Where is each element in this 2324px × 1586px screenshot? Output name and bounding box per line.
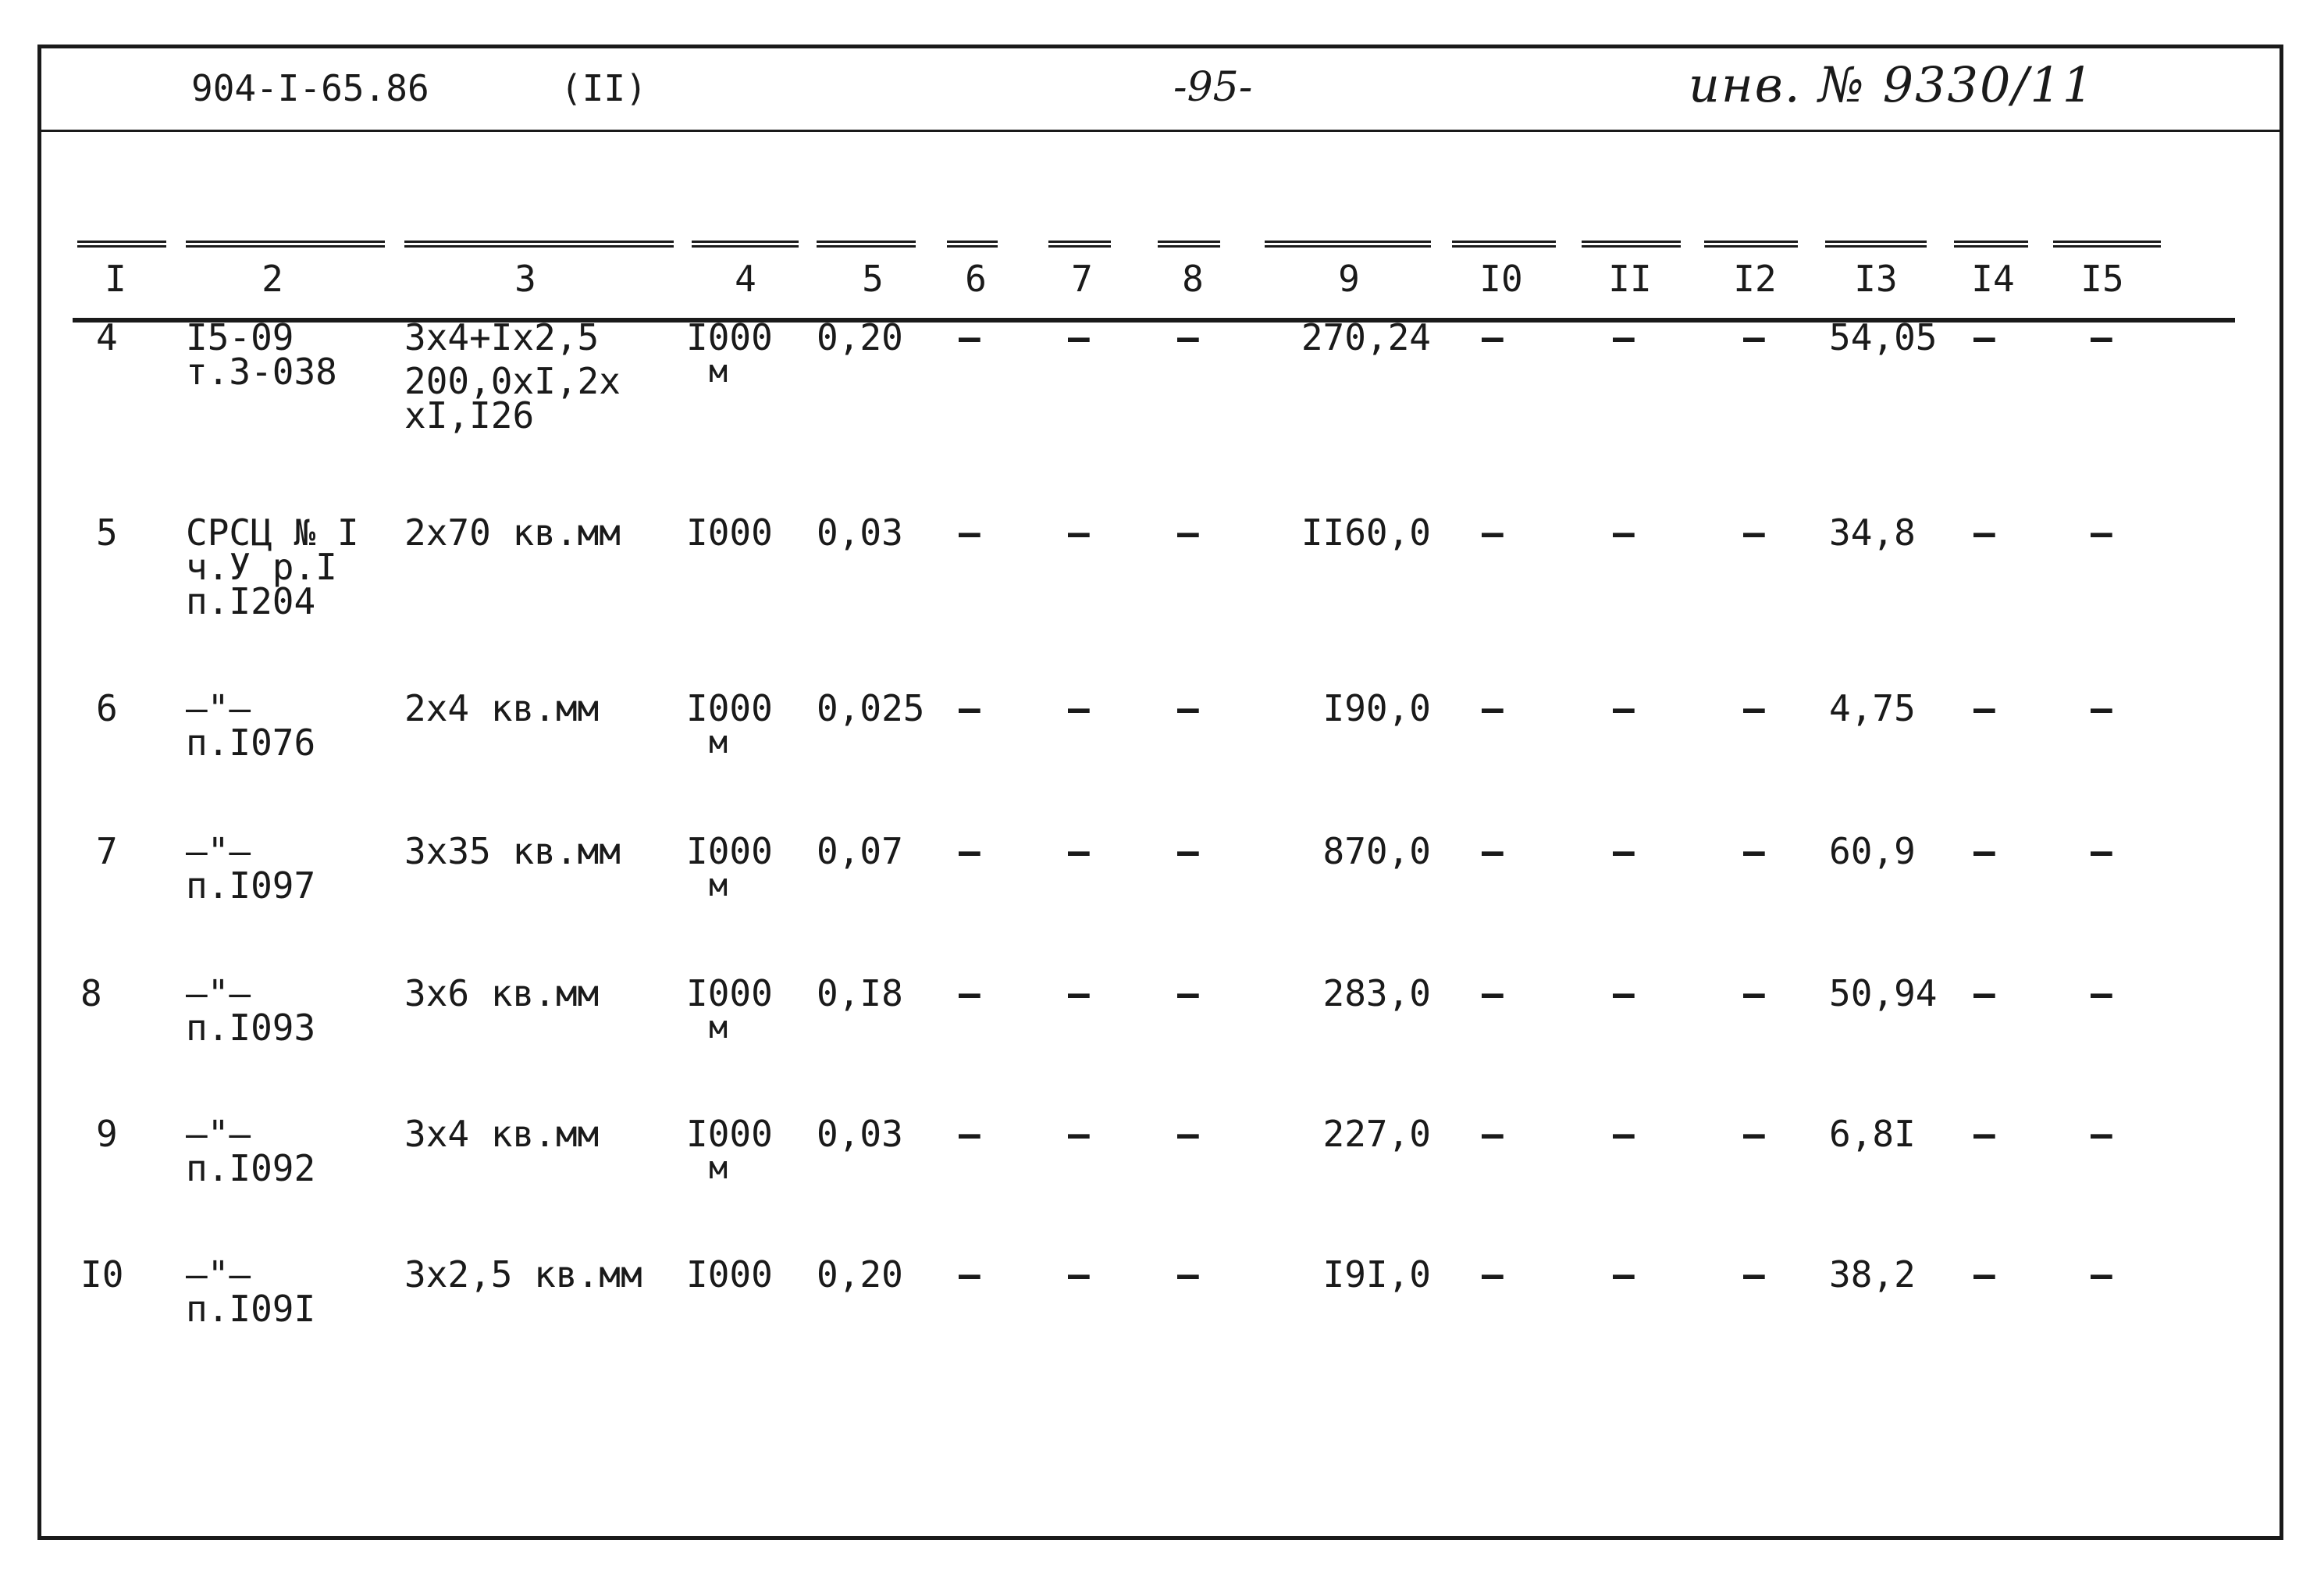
table-cell-c12: – <box>1743 687 1765 729</box>
table-cell-c13: 6,8I <box>1829 1113 1916 1155</box>
table-cell-c7: – <box>1068 972 1090 1014</box>
table-cell-c6: – <box>959 972 980 1014</box>
column-number: I4 <box>1971 258 2015 300</box>
table-cell-c7: – <box>1068 316 1090 358</box>
page-number: -95- <box>1173 64 1253 111</box>
table-cell-c13: 54,05 <box>1829 316 1938 358</box>
table-cell-c2a: –"– <box>186 687 251 729</box>
table-cell-c7: – <box>1068 830 1090 872</box>
table-cell-c15: – <box>2091 972 2112 1014</box>
table-cell-c4b: м <box>709 1150 728 1186</box>
table-cell-c10: – <box>1482 1253 1504 1296</box>
table-cell-c9: 283,0 <box>1322 972 1431 1014</box>
table-cell-c11: – <box>1613 1113 1635 1155</box>
table-cell-c15: – <box>2091 511 2112 554</box>
table-cell-c4a: I000 <box>686 1253 773 1296</box>
table-cell-c1: 4 <box>96 316 118 358</box>
header-double-rule <box>1582 241 1681 248</box>
table-cell-c12: – <box>1743 1253 1765 1296</box>
table-cell-c6: – <box>959 1113 980 1155</box>
table-cell-c9: II60,0 <box>1301 511 1431 554</box>
header-double-rule <box>1158 241 1220 248</box>
table-cell-c4b: м <box>709 868 728 903</box>
table-cell-c13: 38,2 <box>1829 1253 1916 1296</box>
table-cell-c10: – <box>1482 830 1504 872</box>
header-double-rule <box>186 241 385 248</box>
table-cell-c5: 0,025 <box>817 687 925 729</box>
table-cell-c5: 0,03 <box>817 1113 903 1155</box>
table-cell-c4a: I000 <box>686 511 773 554</box>
table-cell-c5: 0,20 <box>817 316 903 358</box>
table-cell-c3a: 2x70 кв.мм <box>404 511 621 554</box>
table-cell-c14: – <box>1973 830 1995 872</box>
header-double-rule <box>77 241 166 248</box>
table-cell-c13: 50,94 <box>1829 972 1938 1014</box>
table-cell-c7: – <box>1068 1253 1090 1296</box>
table-cell-c1: 9 <box>96 1113 118 1155</box>
table-cell-c6: – <box>959 830 980 872</box>
table-cell-c2b: п.I076 <box>186 722 316 764</box>
table-cell-c3a: 3x2,5 кв.мм <box>404 1253 642 1296</box>
table-cell-c15: – <box>2091 1253 2112 1296</box>
table-cell-c10: – <box>1482 316 1504 358</box>
column-number: I5 <box>2080 258 2124 300</box>
table-cell-c11: – <box>1613 1253 1635 1296</box>
table-cell-c8: – <box>1177 687 1199 729</box>
header-double-rule <box>817 241 916 248</box>
table-cell-c4a: I000 <box>686 1113 773 1155</box>
table-cell-c5: 0,20 <box>817 1253 903 1296</box>
table-cell-c1: 5 <box>96 511 118 554</box>
column-number: 2 <box>262 258 283 300</box>
column-number: I2 <box>1733 258 1777 300</box>
table-cell-c12: – <box>1743 830 1765 872</box>
table-cell-c4a: I000 <box>686 972 773 1014</box>
table-cell-c4a: I000 <box>686 830 773 872</box>
table-cell-c11: – <box>1613 511 1635 554</box>
header-double-rule <box>1265 241 1431 248</box>
column-number: I0 <box>1479 258 1523 300</box>
header-double-rule <box>1954 241 2028 248</box>
column-number: 6 <box>965 258 987 300</box>
table-cell-c12: – <box>1743 316 1765 358</box>
column-number: I3 <box>1854 258 1898 300</box>
column-number: 4 <box>735 258 756 300</box>
header-divider <box>41 130 2280 132</box>
table-cell-c9: 270,24 <box>1301 316 1431 358</box>
table-cell-c5: 0,03 <box>817 511 903 554</box>
header-double-rule <box>1452 241 1556 248</box>
table-cell-c11: – <box>1613 830 1635 872</box>
document-code: 904-I-65.86 <box>191 67 429 109</box>
column-number: 8 <box>1182 258 1204 300</box>
table-cell-c1: 6 <box>96 687 118 729</box>
column-number: 5 <box>862 258 884 300</box>
table-cell-c10: – <box>1482 972 1504 1014</box>
table-cell-c4b: м <box>709 725 728 761</box>
table-cell-c8: – <box>1177 316 1199 358</box>
table-cell-c15: – <box>2091 830 2112 872</box>
table-cell-c6: – <box>959 316 980 358</box>
table-cell-c14: – <box>1973 972 1995 1014</box>
table-cell-c15: – <box>2091 687 2112 729</box>
table-cell-c2b: т.3-038 <box>186 351 337 393</box>
inventory-number: инв. № 9330/11 <box>1689 56 2095 113</box>
table-cell-c9: 227,0 <box>1322 1113 1431 1155</box>
column-number: I <box>105 258 126 300</box>
table-cell-c3a: 2x4 кв.мм <box>404 687 600 729</box>
table-cell-c14: – <box>1973 1113 1995 1155</box>
table-cell-c1: 8 <box>80 972 102 1014</box>
table-cell-c2a: –"– <box>186 830 251 872</box>
table-cell-c15: – <box>2091 316 2112 358</box>
table-cell-c3a: 3x4 кв.мм <box>404 1113 600 1155</box>
table-cell-c3a: 3x6 кв.мм <box>404 972 600 1014</box>
table-cell-c2b: п.I092 <box>186 1147 316 1189</box>
table-cell-c8: – <box>1177 830 1199 872</box>
document-frame <box>37 45 2283 1540</box>
table-cell-c4a: I000 <box>686 316 773 358</box>
header-double-rule <box>692 241 799 248</box>
table-cell-c14: – <box>1973 1253 1995 1296</box>
table-cell-c13: 34,8 <box>1829 511 1916 554</box>
table-cell-c10: – <box>1482 1113 1504 1155</box>
column-number: II <box>1608 258 1652 300</box>
table-cell-c2b: п.I09I <box>186 1288 316 1330</box>
table-cell-c2c: п.I204 <box>186 580 316 622</box>
table-cell-c3a: 3x4+Ix2,5 <box>404 316 600 358</box>
table-cell-c15: – <box>2091 1113 2112 1155</box>
table-cell-c1: 7 <box>96 830 118 872</box>
table-cell-c2a: СРСЦ № I <box>186 511 359 554</box>
table-cell-c7: – <box>1068 687 1090 729</box>
column-number: 7 <box>1071 258 1093 300</box>
header-double-rule <box>1704 241 1798 248</box>
table-cell-c5: 0,07 <box>817 830 903 872</box>
table-cell-c9: I9I,0 <box>1322 1253 1431 1296</box>
table-cell-c13: 60,9 <box>1829 830 1916 872</box>
table-cell-c11: – <box>1613 972 1635 1014</box>
table-cell-c2a: I5-09 <box>186 316 294 358</box>
table-cell-c11: – <box>1613 316 1635 358</box>
table-cell-c10: – <box>1482 687 1504 729</box>
header-double-rule <box>404 241 674 248</box>
table-cell-c8: – <box>1177 1253 1199 1296</box>
table-cell-c3b: 200,0xI,2x <box>404 360 621 402</box>
table-cell-c9: 870,0 <box>1322 830 1431 872</box>
table-cell-c8: – <box>1177 511 1199 554</box>
header-double-rule <box>1825 241 1927 248</box>
header-double-rule <box>947 241 998 248</box>
table-cell-c13: 4,75 <box>1829 687 1916 729</box>
table-cell-c7: – <box>1068 511 1090 554</box>
table-cell-c3a: 3x35 кв.мм <box>404 830 621 872</box>
table-cell-c4b: м <box>709 354 728 390</box>
table-cell-c14: – <box>1973 687 1995 729</box>
table-cell-c9: I90,0 <box>1322 687 1431 729</box>
table-cell-c6: – <box>959 511 980 554</box>
table-cell-c2a: –"– <box>186 1253 251 1296</box>
table-cell-c8: – <box>1177 972 1199 1014</box>
table-cell-c6: – <box>959 1253 980 1296</box>
table-cell-c4b: м <box>709 1010 728 1046</box>
table-cell-c2b: п.I097 <box>186 864 316 907</box>
table-cell-c12: – <box>1743 511 1765 554</box>
table-cell-c2b: ч.У р.I <box>186 546 337 588</box>
header-double-rule <box>1048 241 1111 248</box>
table-cell-c7: – <box>1068 1113 1090 1155</box>
table-cell-c11: – <box>1613 687 1635 729</box>
table-cell-c14: – <box>1973 316 1995 358</box>
table-cell-c4a: I000 <box>686 687 773 729</box>
column-number: 3 <box>514 258 536 300</box>
table-cell-c12: – <box>1743 972 1765 1014</box>
table-cell-c6: – <box>959 687 980 729</box>
table-cell-c3c: xI,I26 <box>404 394 535 437</box>
sheet-number: (II) <box>561 67 647 109</box>
table-cell-c14: – <box>1973 511 1995 554</box>
table-cell-c10: – <box>1482 511 1504 554</box>
column-number: 9 <box>1338 258 1360 300</box>
table-cell-c2a: –"– <box>186 972 251 1014</box>
table-cell-c2b: п.I093 <box>186 1007 316 1049</box>
table-cell-c1: I0 <box>80 1253 124 1296</box>
table-cell-c12: – <box>1743 1113 1765 1155</box>
table-cell-c2a: –"– <box>186 1113 251 1155</box>
table-cell-c5: 0,I8 <box>817 972 903 1014</box>
header-double-rule <box>2053 241 2161 248</box>
table-cell-c8: – <box>1177 1113 1199 1155</box>
